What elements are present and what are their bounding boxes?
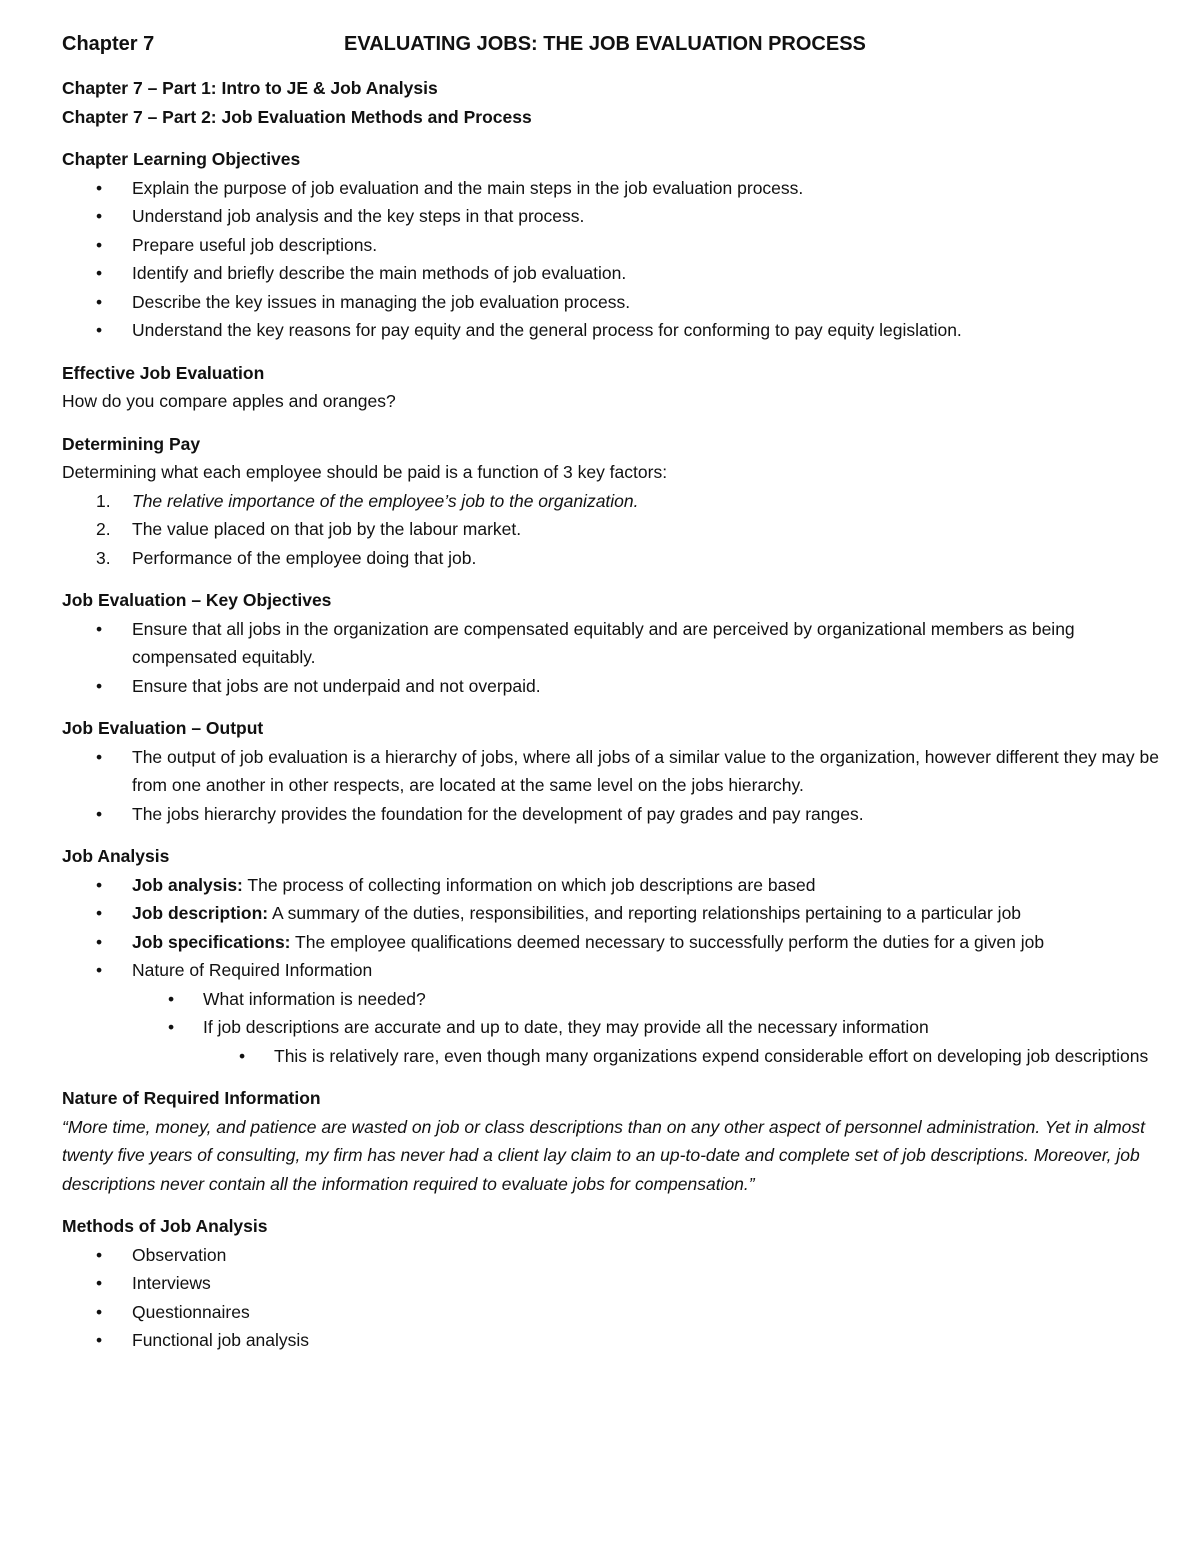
list-item: • If job descriptions are accurate and up to date, they may provide all the necessary information bbox=[62, 1013, 1162, 1042]
output-section bbox=[62, 714, 1162, 828]
output-list bbox=[62, 743, 1162, 829]
bullet-icon: • bbox=[168, 988, 175, 1009]
part-2-heading: Chapter 7 – Part 2: Job Evaluation Methods and Process bbox=[62, 106, 532, 127]
list-item: • Identify and briefly describe the main methods of job evaluation. bbox=[62, 259, 1162, 288]
bullet-icon: • bbox=[96, 1273, 103, 1293]
bullet-icon: • bbox=[96, 291, 103, 312]
bullet-icon: • bbox=[96, 874, 103, 895]
list-number: 2. bbox=[96, 519, 111, 539]
list-item: 3. Performance of the employee doing that job. bbox=[62, 544, 1162, 573]
list-item: • Describe the key issues in managing the job evaluation process. bbox=[62, 288, 1162, 317]
quote-text: “More time, money, and patience are wasted on job or class descriptions than on any other aspect of personnel administration. Yet in almost twenty five years of consulting, my firm has never had a client lay claim to an up-to-date and complete set of job descriptions. Moreover, job descriptions never contain all the information required to evaluate jobs for compensation.” bbox=[62, 1116, 1146, 1194]
list-item: • Understand the key reasons for pay equity and the general process for conforming to pay equity legislation. bbox=[62, 316, 1162, 345]
chapter-label: Chapter 7 bbox=[62, 33, 155, 55]
objectives-list bbox=[62, 174, 1162, 345]
list-item: • Questionnaires bbox=[62, 1298, 1162, 1327]
list-item: • Interviews bbox=[62, 1269, 1162, 1298]
bullet-icon: • bbox=[96, 960, 103, 980]
bullet-icon: • bbox=[168, 1017, 175, 1037]
list-item: 2. The value placed on that job by the labour market. bbox=[62, 515, 1162, 544]
list-number: 1. bbox=[96, 490, 111, 511]
list-item: • Functional job analysis bbox=[62, 1326, 1162, 1355]
document-title: EVALUATING JOBS: THE JOB EVALUATION PROCESS bbox=[344, 33, 866, 55]
bullet-icon: • bbox=[96, 206, 103, 226]
list-item: • Ensure that all jobs in the organization are compensated equitably and are perceived by organizational members as being compensated equitably. bbox=[62, 615, 1162, 672]
document-page bbox=[62, 28, 1162, 1355]
section-heading: Job Evaluation – Key Objectives bbox=[62, 590, 332, 610]
key-objectives-section bbox=[62, 586, 1162, 700]
bullet-icon: • bbox=[96, 1244, 103, 1265]
nature-of-information-section bbox=[62, 1084, 1162, 1198]
list-item: • Nature of Required Information bbox=[62, 956, 1162, 985]
bullet-icon: • bbox=[96, 618, 103, 639]
bullet-icon: • bbox=[96, 931, 103, 952]
job-analysis-list bbox=[62, 871, 1162, 1071]
bullet-icon: • bbox=[96, 1301, 103, 1322]
factors-list bbox=[62, 487, 1162, 573]
bullet-icon: • bbox=[96, 234, 103, 255]
bullet-icon: • bbox=[96, 675, 103, 696]
list-number: 3. bbox=[96, 547, 111, 568]
job-analysis-section bbox=[62, 842, 1162, 1070]
bullet-icon: • bbox=[96, 903, 103, 923]
definition-item: • Job analysis: The process of collecting information on which job descriptions are based bbox=[62, 871, 1162, 900]
list-item: • Observation bbox=[62, 1241, 1162, 1270]
list-item: • What information is needed? bbox=[62, 985, 1162, 1014]
bullet-icon: • bbox=[96, 177, 103, 198]
part-1-heading: Chapter 7 – Part 1: Intro to JE & Job Analysis bbox=[62, 78, 438, 98]
bullet-icon: • bbox=[96, 1330, 103, 1350]
section-text: Determining what each employee should be paid is a function of 3 key factors: bbox=[62, 462, 668, 482]
definition-item: • Job description: A summary of the duties, responsibilities, and reporting relationships pertaining to a particular job bbox=[62, 899, 1162, 928]
section-text: How do you compare apples and oranges? bbox=[62, 391, 396, 411]
list-item: • Ensure that jobs are not underpaid and not overpaid. bbox=[62, 672, 1162, 701]
list-item: • Explain the purpose of job evaluation and the main steps in the job evaluation process. bbox=[62, 174, 1162, 203]
list-item: • Prepare useful job descriptions. bbox=[62, 231, 1162, 260]
methods-section bbox=[62, 1212, 1162, 1355]
section-heading: Job Analysis bbox=[62, 846, 170, 866]
definition-item: • Job specifications: The employee qualifications deemed necessary to successfully perform the duties for a given job bbox=[62, 928, 1162, 957]
section-heading: Methods of Job Analysis bbox=[62, 1216, 268, 1236]
list-item: • The jobs hierarchy provides the foundation for the development of pay grades and pay ranges. bbox=[62, 800, 1162, 829]
bullet-icon: • bbox=[96, 746, 103, 767]
bullet-icon: • bbox=[96, 263, 103, 283]
key-objectives-list bbox=[62, 615, 1162, 701]
determining-pay-section bbox=[62, 430, 1162, 573]
section-heading: Nature of Required Information bbox=[62, 1088, 321, 1108]
bullet-icon: • bbox=[96, 320, 103, 340]
effective-job-evaluation-section bbox=[62, 359, 1162, 416]
list-item: • Understand job analysis and the key steps in that process. bbox=[62, 202, 1162, 231]
list-item: 1. The relative importance of the employee’s job to the organization. bbox=[62, 487, 1162, 516]
section-heading: Job Evaluation – Output bbox=[62, 718, 264, 738]
title-row bbox=[62, 28, 1162, 60]
bullet-icon: • bbox=[239, 1045, 246, 1066]
list-item: • The output of job evaluation is a hierarchy of jobs, where all jobs of a similar value to the organization, however different they may be from one another in other respects, are located at the same level on the jobs hierarchy. bbox=[62, 743, 1162, 800]
section-heading: Chapter Learning Objectives bbox=[62, 149, 301, 169]
bullet-icon: • bbox=[96, 803, 103, 824]
section-heading: Effective Job Evaluation bbox=[62, 362, 265, 383]
section-heading: Determining Pay bbox=[62, 433, 201, 454]
methods-list bbox=[62, 1241, 1162, 1355]
learning-objectives-section bbox=[62, 145, 1162, 345]
list-item: • This is relatively rare, even though many organizations expend considerable effort on developing job descriptions bbox=[62, 1042, 1162, 1071]
